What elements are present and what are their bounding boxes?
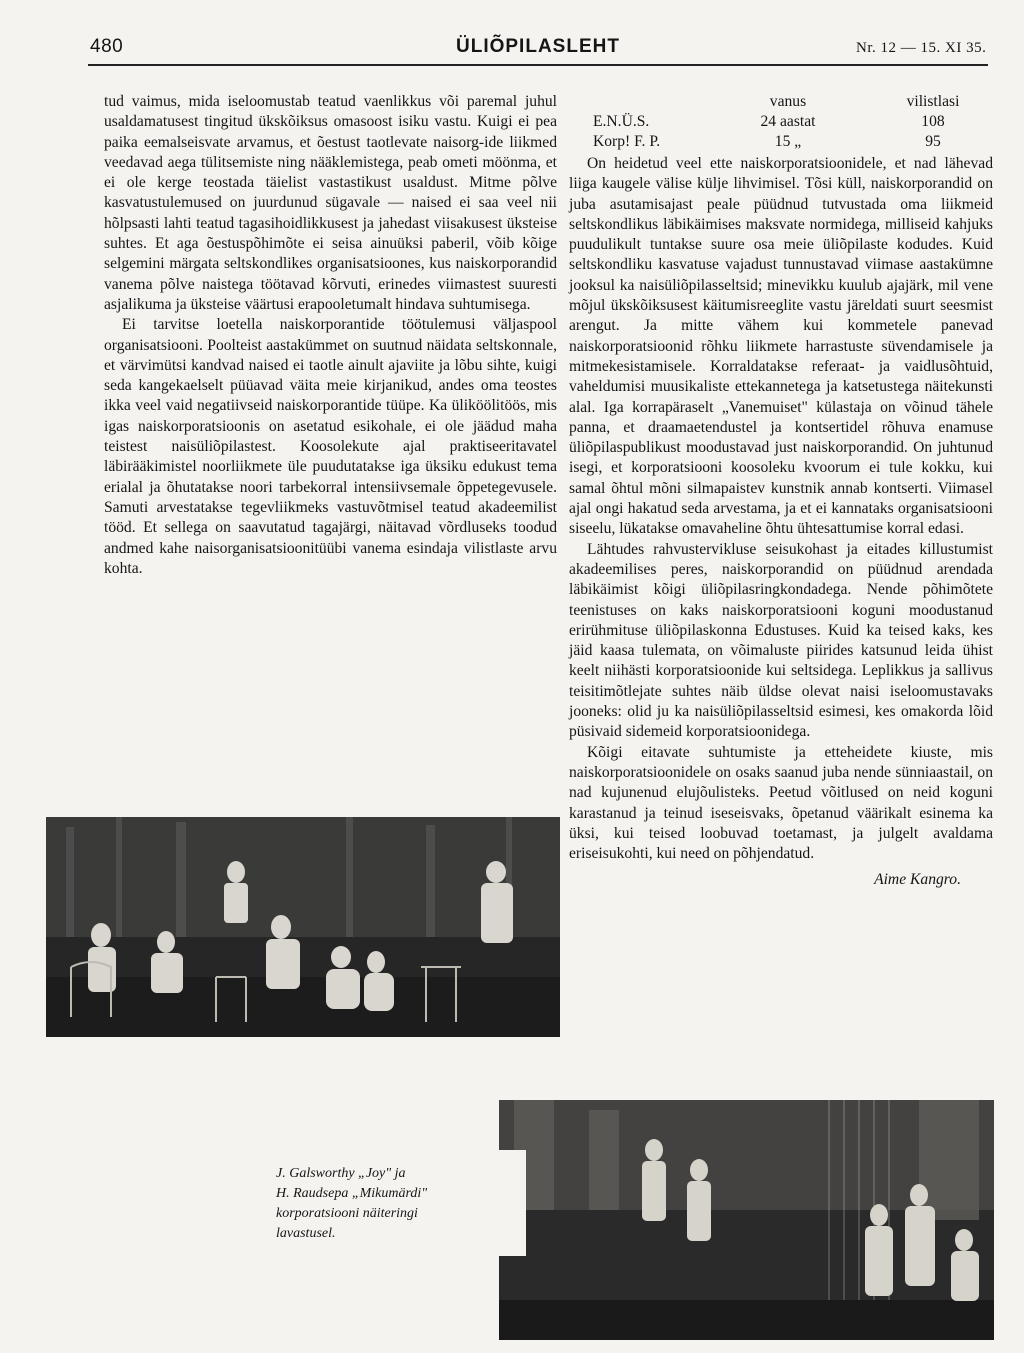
publication-title: ÜLIÕPILASLEHT	[456, 36, 620, 57]
stats-cell: 15 „	[774, 133, 802, 150]
stats-header-cell: vilistlasi	[906, 93, 960, 110]
stats-header-cell: vanus	[769, 93, 807, 110]
stats-cell: 24 aastat	[760, 113, 816, 130]
photo-caption	[268, 1150, 526, 1256]
author-signature: Aime Kangro.	[874, 871, 961, 889]
stats-cell: 95	[925, 133, 941, 150]
paragraph: On heidetud veel ette naiskorporatsioonidele, et nad lähevad liiga kaugele välise külje lihvimisel. Tõsi küll, naiskorporandid on juba asutamisajast peale püüdnud tutvustada oma liikmeid seltskondlikus läbikäimises maksvate normidega, milliseid kahjuks puudulikult tuntakse suure osa meie üliõpilaste kodudes. Kuid seltskondliku kasvatuse vajadust tunnustavad viimase aastakümne jooksul ka naisüliõpilasseltsid; minevikku kuulub ajajärk, mil vene mõjul ükskõiksusest käitumisreeglite vastu järeldati suurt seesmist arengut. Ja mitte vähem kui kommetele panevad naiskorporatsioonid rõhku liikmete harrastuste süvendamisele ja mitmekesistamisele. Korraldatakse referaat- ja vaidlusõhtuid, vaheldumisi muusikaliste ettekannetega ja katsetustega näitekunsti alal. Iga korrapäraselt „Vanemuiset" külastaja on võinud tähele panna, et draamaetendustel ja kontsertidel rõhuva enamuse üliõpilaspublikust moodustavad just naiskorporandid. On juhtunud isegi, et korporatsiooni koosoleku kvoorum ei tule kokku, kui samal õhtul mõni silmapaistev kunstnik annab kontserti. Viimasel ajal ongi hakatud seda arvestama, ja et ei kannataks organisatsiooni siseelu, lükatakse omavaheline õhtu ühtesattumise korral edasi.	[569, 155, 993, 538]
paragraph: tud vaimus, mida iseloomustab teatud vaenlikkus või paremal juhul usaldamatusest tingitud ükskõiksus omasoost isiku vastu. Kuigi ei pea paika eemalseisvate arvamus, et õestust taotlevate naisorg-ide liikmed veedavad aega tülitsemiste ning nääklemistega, peab ometi möönma, et ei ole kerge teostada täielist vastastikust usaldust. Mitme põlve kasvatustulemused on juurdunud sügavale — naised ei saa veel nii hõlpsasti lahti teatud tagasihoidlikkusest ja jahedast viisakusest üksteise suhtes. Et aga õestuspõhimõte ei seisa ainuüksi paberil, võib kõige selgemini märgata seltskondlikes organisatsioones, kus naiskorporandid vanema põlve naistega töötavad kõrvuti, erinedes viimastest suuresti asjalikuma ja üksteise väärtusi erapooletumalt hindava suhtumisega.	[104, 93, 557, 313]
paragraph: Ei tarvitse loetella naiskorporantide töötulemusi väljaspool organisatsiooni. Poolteist aastakümmet on suutnud näidata seltskonnale, et värvimütsi kandvad naised ei taotle ainult ajaviite ja lõbu sihte, kuigi seda kangekaelselt püüavad väita meie kirjanikud, andes oma teostes ikka veel vaid negatiivseid naiskorporantide tüüpe. Ka üliköölitöös, mis igas naiskorporatsioonis on asetatud esikohale, ei ole jäädud maha teistest naisüliõpilastest. Koosolekute ajal praktiseeritavatel läbirääkimistel noorliikmete üle puudutatakse iga üksiku edukust tema erialal ja õhutatakse noori tarbekorral intensiivsemale õppetegevusele. Samuti arvestatakse tegevliikmeks vastuvõtmisel teatud akadeemilist tööd. Et sellega on saavutatud tagajärgi, näitavad võrdluseks toodud andmed kahe naisorganisatsioonitüübi vanema esindaja vilistlaste arvu kohta.	[104, 316, 557, 577]
page-number: 480	[90, 36, 124, 57]
stats-table	[569, 92, 993, 152]
stats-header-row	[569, 92, 993, 112]
caption-line: H. Raudsepa „Mikumärdi"	[276, 1186, 428, 1201]
caption-line: lavastusel.	[276, 1226, 336, 1241]
issue-number: Nr. 12 — 15. XI 35.	[856, 40, 987, 56]
right-column	[569, 92, 993, 891]
stage-photo-joy	[46, 817, 560, 1037]
stats-row	[569, 132, 993, 152]
stage-photo-mikumardi-image	[499, 1100, 994, 1340]
stats-header-cell	[569, 92, 703, 112]
stage-photo-joy-image	[46, 817, 560, 1037]
caption-line: korporatsiooni näiteringi	[276, 1206, 418, 1221]
stats-row	[569, 112, 993, 132]
stats-cell: 108	[921, 113, 945, 130]
header-rule	[88, 64, 988, 66]
stats-cell: E.N.Ü.S.	[593, 113, 650, 130]
caption-line: J. Galsworthy „Joy" ja	[276, 1166, 406, 1181]
left-column	[104, 92, 557, 579]
stage-photo-mikumardi	[499, 1100, 994, 1340]
paragraph: Kõigi eitavate suhtumiste ja etteheidete kiuste, mis naiskorporatsioonidele on osaks saanud juba nende sünniaastail, on nad kujunenud elujõulisteks. Peetud võitlused on neid koguni karastanud ja teinud iseseisvaks, õpetanud väärikalt esinema ka üksi, kui teised loobuvad toetamast, ja julgelt avaldama eriseisukohti, kui need on põhjendatud.	[569, 743, 993, 863]
paragraph: Lähtudes rahvustervikluse seisukohast ja eitades killustumist akadeemilises peres, naiskorporandid on püüdnud arendada läbikäimist kõigi üliõpilasringkondadega. Nende põhimõtete teenistuses on kaks naiskorporatsiooni koguni moodustanud erirühmituse üliõpilaskonna Edustuses. Kuid ka teised kaks, kes jäid kaasa tulemata, on võimaluste piirides katsunud leida ühist keelt niihästi korporatsioonide kui seltsidega. Leplikkus ja sallivus teisitimõtlejate suhtes näib üldse olevat naisi iseloomustavaks jooneks: olid ju ka naisüliõpilasseltsid esimesi, kes omakorda lõid püsivaid sidemeid korporatsioonidega.	[569, 540, 993, 741]
stats-cell: Korp! F. P.	[593, 133, 661, 150]
